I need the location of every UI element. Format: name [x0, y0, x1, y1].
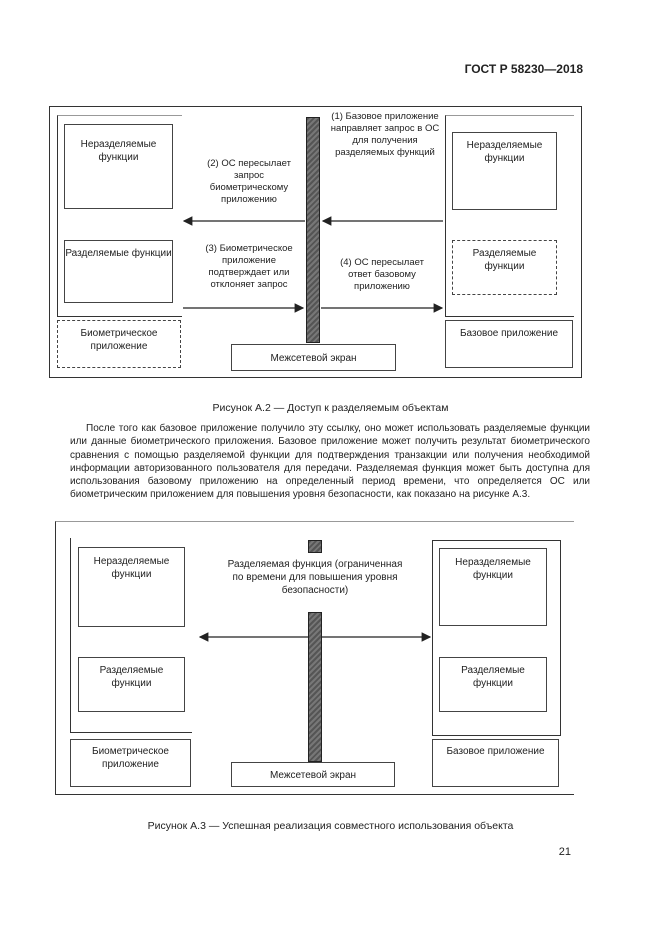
left-nonshared-label-a3: Неразделяемые функции — [93, 556, 170, 580]
firewall-wall — [308, 612, 322, 762]
firewall-label: Межсетевой экран — [270, 353, 357, 364]
right-nonshared-label-a3: Неразделяемые функции — [455, 557, 531, 581]
page-number: 21 — [558, 846, 571, 858]
right-base-label-a3: Базовое приложение — [446, 746, 545, 757]
firewall-wall-top — [308, 540, 322, 553]
firewall-label-a3: Межсетевой экран — [269, 770, 357, 781]
left-nonshared-label: Неразделяемые функции — [80, 139, 157, 163]
right-base-label: Базовое приложение — [459, 328, 559, 339]
left-nonshared-box-a3 — [78, 547, 185, 627]
left-biometric-box-a3 — [70, 739, 191, 787]
right-nonshared-label: Неразделяемые функции — [466, 140, 543, 164]
left-biometric-label-a3: Биометрическое приложение — [92, 746, 169, 770]
figure-a3-caption: Рисунок А.3 — Успешная реализация совместного использования объекта — [147, 820, 514, 832]
firewall-box-a3 — [231, 762, 395, 787]
right-shared-label-a3: Разделяемые функции — [461, 665, 525, 689]
figure-a2-caption: Рисунок А.2 — Доступ к разделяемым объектам — [212, 402, 449, 414]
right-shared-box-a3 — [439, 657, 547, 712]
step4-label: (4) ОС пересылает ответ базовому приложению — [340, 257, 424, 292]
right-shared-label: Разделяемые функции — [472, 248, 537, 272]
step2-label: (2) ОС пересылает запрос биометрическому приложению — [207, 158, 291, 205]
step3-label: (3) Биометрическое приложение подтверждает или отклоняет запрос — [205, 243, 293, 290]
right-base-box-a3 — [432, 739, 559, 787]
shared-function-label: Разделяемая функция (ограниченная по времени для повышения уровня безопасности) — [227, 559, 403, 596]
left-biometric-label: Биометрическое приложение — [80, 328, 158, 352]
body-paragraph: После того как базовое приложение получило эту ссылку, оно может использовать разделяемые функции или данные биометрического приложения. Базовое приложение может получить результат биометрического сравнения с помощью разделяемой функции для подтверждения транзакции или получения необходимой информации авторизованного пользователя для передачи. Разделяемая функция может быть доступна для использования базовому приложению на определенный период времени, что определяется ОС или биометрическим приложением для повышения уровня безопасности, как показано на рисунке А.3. — [70, 423, 590, 501]
left-shared-label-a3: Разделяемые функции — [99, 665, 164, 689]
step1-label: (1) Базовое приложение направляет запрос в ОС для получения разделяемых функций — [330, 111, 440, 158]
right-nonshared-box-a3 — [439, 548, 547, 626]
left-shared-box-a3 — [78, 657, 185, 712]
left-shared-label: Разделяемые функции — [65, 248, 172, 259]
document-header: ГОСТ Р 58230—2018 — [464, 62, 583, 76]
